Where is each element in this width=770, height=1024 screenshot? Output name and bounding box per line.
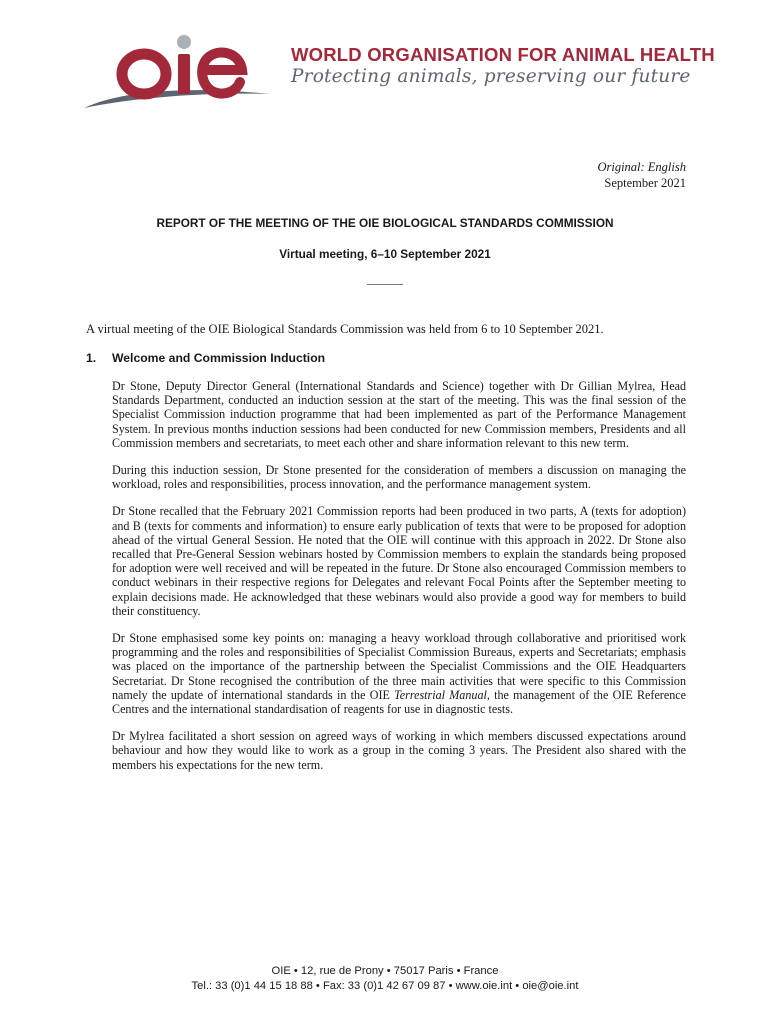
document-meta [597,159,686,191]
document-date: September 2021 [604,176,686,190]
logo-letter-o [122,54,166,94]
original-language: Original: English [597,160,686,174]
terrestrial-manual-ref: Terrestrial Manual [394,687,487,702]
report-title: REPORT OF THE MEETING OF THE OIE BIOLOGICAL STANDARDS COMMISSION [156,216,614,230]
footer-address: OIE • 12, rue de Prony • 75017 Paris • France [271,965,499,977]
report-subtitle: Virtual meeting, 6–10 September 2021 [279,247,491,261]
organisation-name: WORLD ORGANISATION FOR ANIMAL HEALTH [291,44,715,65]
section-number: 1. [86,351,97,365]
logo-globe-icon [177,35,191,49]
title-separator: ______ [367,272,403,286]
logo-letter-i [178,54,190,94]
organisation-tagline: Protecting animals, preserving our future [291,66,691,87]
paragraph-key-points [112,631,686,716]
oie-logo [82,28,272,114]
footer-contact: Tel.: 33 (0)1 44 15 18 88 • Fax: 33 (0)1 42 67 09 87 • www.oie.int • oie@oie.int [191,980,579,992]
section-title: Welcome and Commission Induction [112,351,326,365]
intro-paragraph: A virtual meeting of the OIE Biological Standards Commission was held from 6 to 10 September 2021. [86,322,604,336]
page-footer [0,964,770,994]
paragraph-induction: Dr Stone, Deputy Director General (International Standards and Science) together with Dr Gillian Mylrea, Head Standards Department, conducted an induction session at the start of the meeting. This was the final session of the Specialist Commission induction programme that had been implemented as part of the Performance Management System. In previous months induction sessions had been conducted for new Commission members, Presidents and all Commission members and secretariats, to meet each other and share information relevant to this new term. [112,379,686,450]
key-points-text-1: Dr Stone emphasised some key points on: managing a heavy workload through collaborative and prioritised work programming and the roles and responsibilities of Specialist Commission Bureaus, experts and Secretariats; emphasis was placed on the importance of the partnership between the Specialist Commissions and the OIE Headquarters Secretariat. Dr Stone recognised the contribution of the three main activities that were specific to this Commission namely the update of international standards in the OIE [112,631,686,702]
key-points-text-2: , the management of the OIE Reference Centres and the international standardisation of reagents for use in diagnostic tests. [112,687,686,717]
paragraph-ways-of-working: Dr Mylrea facilitated a short session on agreed ways of working in which members discussed expectations around behaviour and how they would like to work as a group in the coming 3 years. The President also shared with the members his expectations for the new term. [112,729,686,772]
logo-swoosh [84,90,270,108]
paragraph-reports: Dr Stone recalled that the February 2021 Commission reports had been produced in two parts, A (texts for adoption) and B (texts for comments and information) to ensure early publication of texts that were to be proposed for adoption ahead of the virtual General Session. He noted that the OIE will continue with this approach in 2022. Dr Stone also recalled that Pre-General Session webinars hosted by Commission members to explain the standards being proposed for adoption were well received and will be repeated in the future. Dr Stone also encouraged Commission members to conduct webinars in their respective regions for Delegates and relevant Focal Points after the September meeting to explain decisions made. He acknowledged that these webinars would also provide a good way for members to build their constituency. [112,504,686,618]
section-body [112,379,686,785]
logo-letter-e [202,52,242,93]
paragraph-discussion: During this induction session, Dr Stone presented for the consideration of members a discussion on managing the workload, roles and responsibilities, process innovation, and the performance management system. [112,463,686,492]
